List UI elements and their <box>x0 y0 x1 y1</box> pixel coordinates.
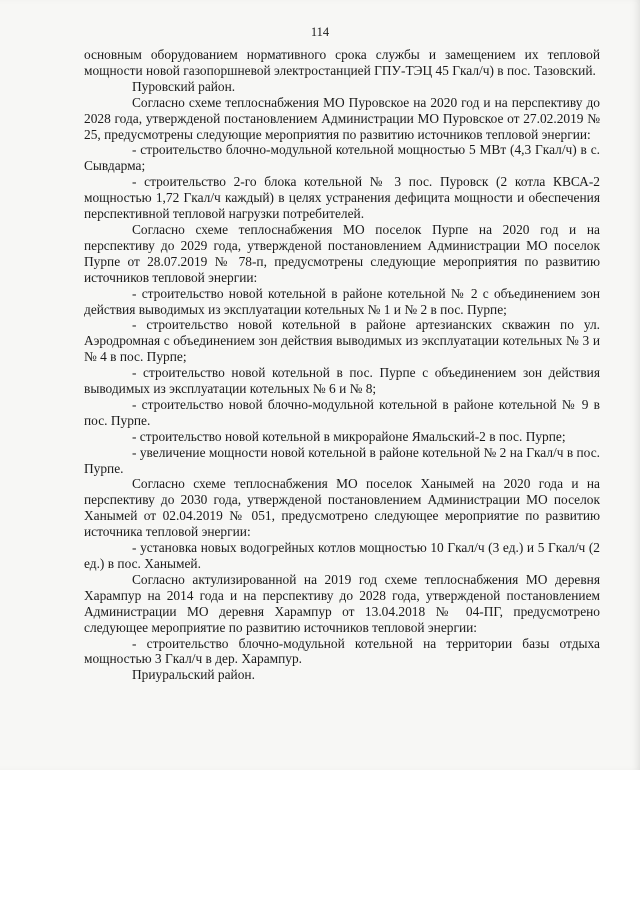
list-item: - строительство новой котельной в пос. Пурпе с объединением зон действия выводимых из эксплуатации котельных № 6 и № 8; <box>84 365 600 397</box>
section-heading-purovsky: Пуровский район. <box>132 78 236 94</box>
list-item: - установка новых водогрейных котлов мощностью 10 Гкал/ч (3 ед.) и 5 Гкал/ч (2 ед.) в пос. Ханымей. <box>84 540 600 571</box>
paragraph: Согласно схеме теплоснабжения МО Пуровское на 2020 год и на перспективу до 2028 года, утвержденой постановлением Администрации МО Пуровское от 27.02.2019 № 25, предусмотрены следующие мероприятия по развитию источников тепловой энергии: <box>84 94 600 142</box>
list-item: - строительство 2-го блока котельной № 3 пос. Пуровск (2 котла КВСА-2 мощностью 1,72 Гкал/ч каждый) в целях устранения дефицита мощности и обеспечения перспективной тепловой нагрузки потребителей. <box>84 174 600 222</box>
list-item: - строительство новой котельной в районе котельной № 2 с объединением зон действия выводимых из эксплуатации котельных № 1 и № 2 в пос. Пурпе; <box>84 285 600 317</box>
list-item: - строительство новой котельной в районе артезианских скважин по ул. Аэродромная с объединением зон действия выводимых из эксплуатации котельных № 3 и № 4 в пос. Пурпе; <box>84 317 600 365</box>
paragraph: Согласно схеме теплоснабжения МО поселок Пурпе на 2020 год и на перспективу до 2029 года, утвержденой постановлением Администрации МО поселок Пурпе от 28.07.2019 № 78-п, предусмотрены следующие мероприятия по развитию источников тепловой энергии: <box>84 221 600 285</box>
list-item: - строительство новой блочно-модульной котельной в районе котельной № 9 в пос. Пурпе. <box>84 396 600 428</box>
paragraph: Согласно схеме теплоснабжения МО поселок Ханымей на 2020 года и на перспективу до 2030 года, утвержденой постановлением Администрации МО поселок Ханымей от 02.04.2019 № 051, предусмотрено следующее мероприятие по развитию источника тепловой энергии: <box>84 476 600 540</box>
paragraph: основным оборудованием нормативного срока службы и замещением их тепловой мощности новой газопоршневой электростанцией ГПУ-ТЭЦ 45 Гкал/ч) в пос. Тазовский. <box>84 47 600 78</box>
section-heading-priuralsky: Приуральский район. <box>132 667 255 683</box>
paragraph: Согласно актулизированной на 2019 год схеме теплоснабжения МО деревня Харампур на 2014 года и на перспективу до 2028 года, утвержденой постановлением Администрации МО деревня Харампур от 13.04.2018 № 04-ПГ, предусмотрено следующее мероприятие по развитию источников тепловой энергии: <box>84 571 600 635</box>
page-number: 114 <box>310 25 330 39</box>
list-item: - строительство блочно-модульной котельной мощностью 5 МВт (4,3 Гкал/ч) в с. Сывдарма; <box>84 142 600 174</box>
list-item: - увеличение мощности новой котельной в районе котельной № 2 на Гкал/ч в пос. Пурпе. <box>84 444 600 476</box>
document-body <box>84 47 600 683</box>
list-item: - строительство блочно-модульной котельной на территории базы отдыха мощностью 3 Гкал/ч в дер. Харампур. <box>84 635 600 667</box>
list-item: - строительство новой котельной в микрорайоне Ямальский-2 в пос. Пурпе; <box>132 428 566 444</box>
blank-margin <box>0 770 640 905</box>
